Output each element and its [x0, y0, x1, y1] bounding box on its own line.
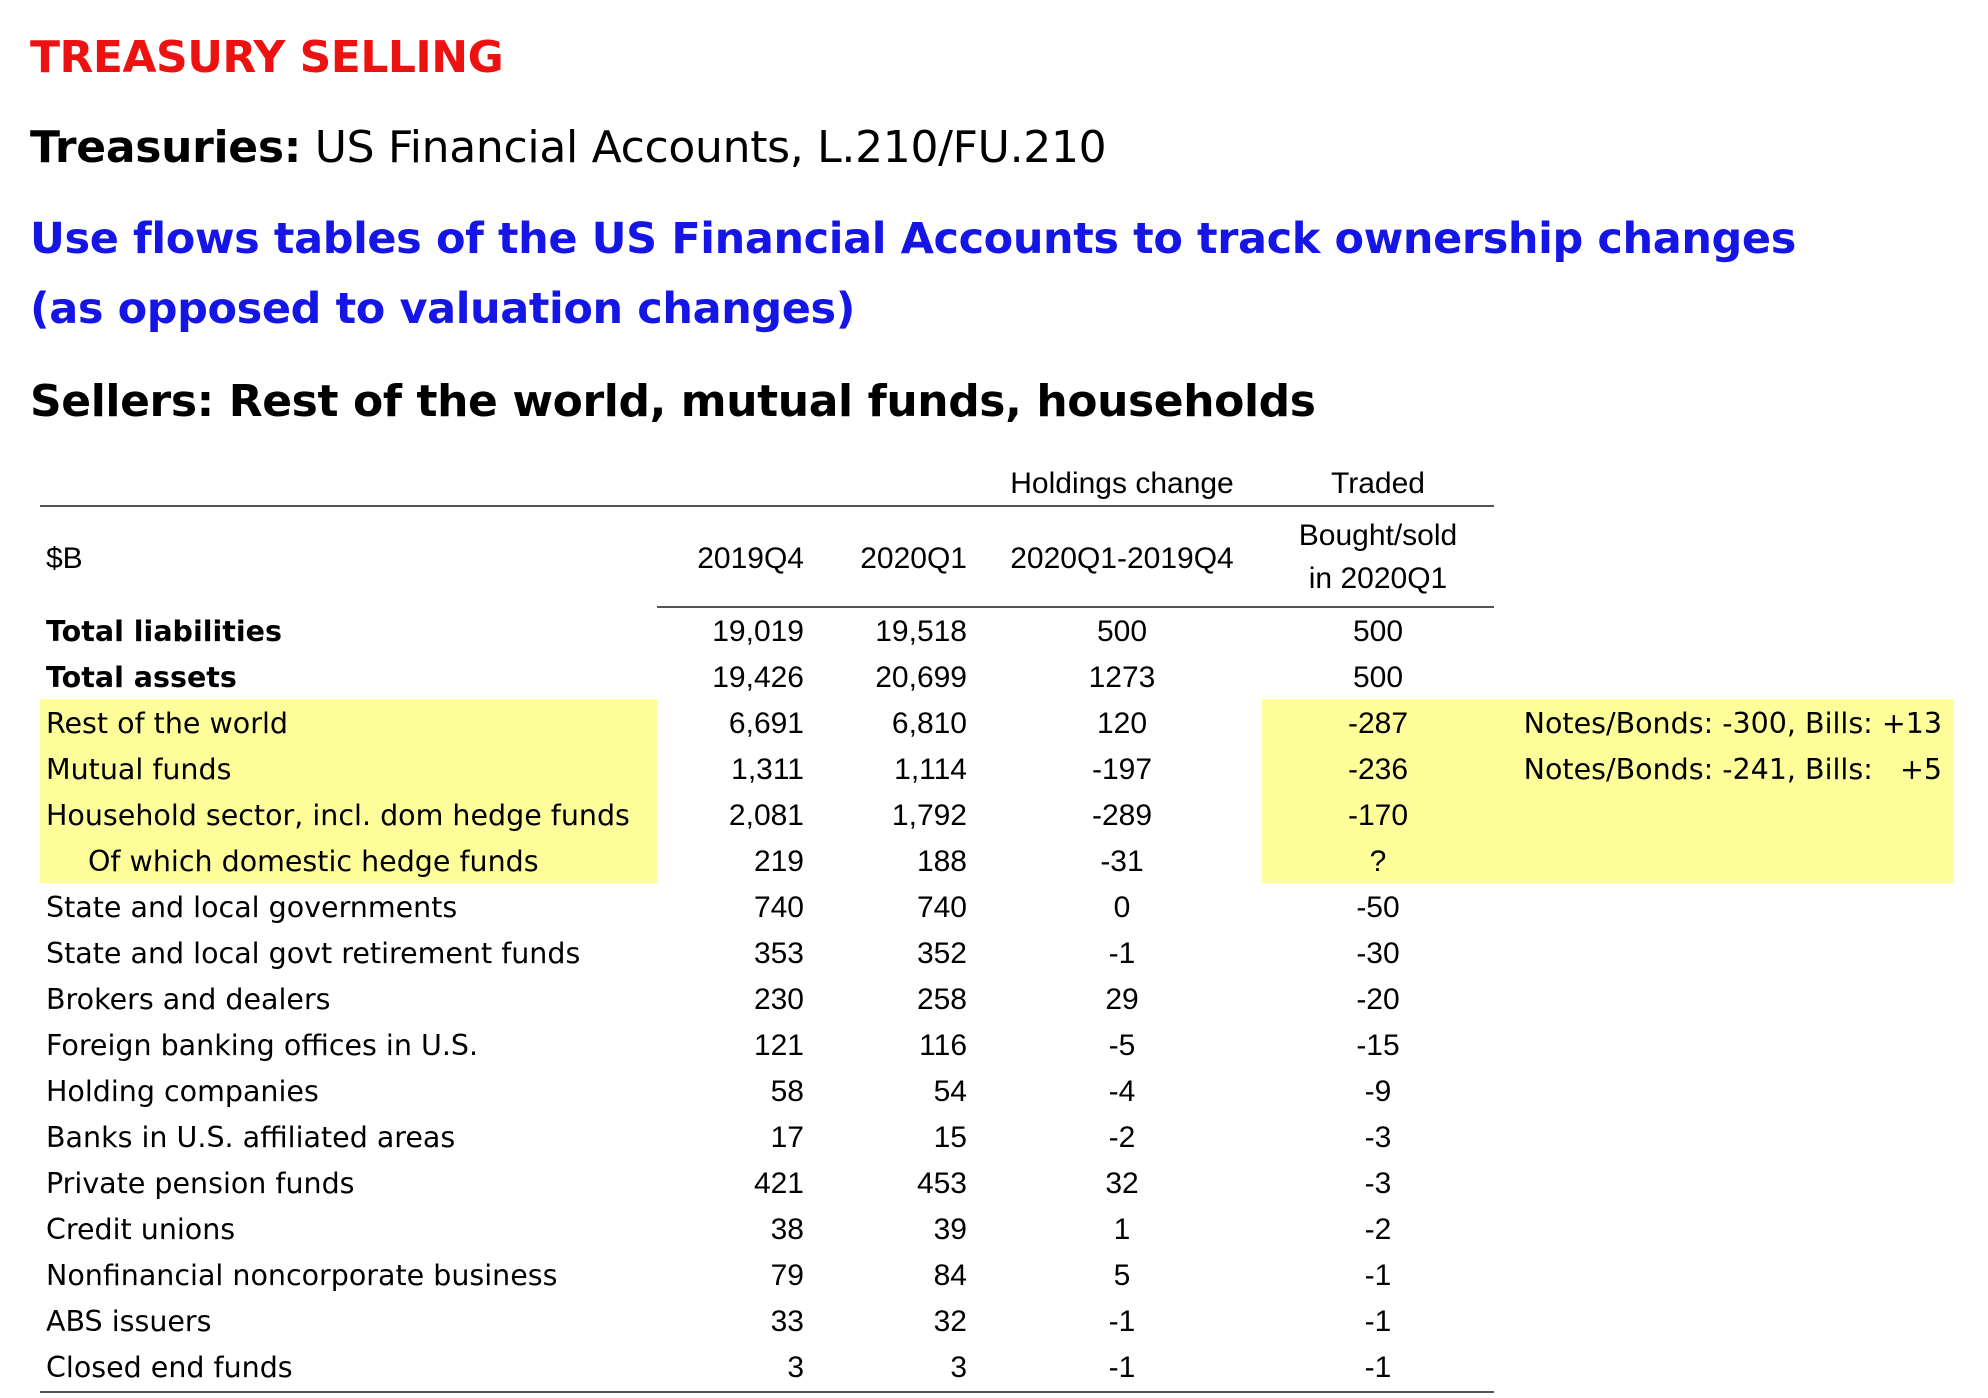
row-2019q4: 230 — [753, 983, 804, 1016]
row-change: 500 — [1096, 615, 1148, 648]
row-2019q4: 58 — [770, 1075, 804, 1108]
row-2019q4: 1,311 — [731, 753, 804, 786]
row-2020q1: 32 — [933, 1305, 967, 1338]
row-label: Nonfinancial noncorporate business — [46, 1259, 558, 1292]
row-trade-note: Notes/Bonds: -300, Bills: +13 — [1523, 707, 1942, 740]
row-2019q4: 19,019 — [712, 615, 804, 648]
row-change: -1 — [1108, 1305, 1136, 1338]
row-traded: -2 — [1364, 1213, 1392, 1246]
row-traded: -1 — [1364, 1259, 1392, 1292]
row-2020q1: 20,699 — [875, 661, 967, 694]
header-2019q4: 2019Q4 — [697, 542, 804, 575]
row-traded: 500 — [1352, 615, 1404, 648]
row-2019q4: 19,426 — [712, 661, 804, 694]
row-change: 120 — [1096, 707, 1148, 740]
row-change: 0 — [1113, 891, 1131, 924]
row-label: Brokers and dealers — [46, 983, 331, 1016]
note-line-2: (as opposed to valuation changes) — [30, 284, 856, 334]
row-change: -4 — [1108, 1075, 1136, 1108]
row-2019q4: 3 — [787, 1351, 804, 1384]
row-label: Household sector, incl. dom hedge funds — [46, 799, 630, 832]
row-traded: 500 — [1352, 661, 1404, 694]
row-change: 1273 — [1088, 661, 1156, 694]
row-label: Credit unions — [46, 1213, 236, 1246]
subtitle-bold: Treasuries: — [30, 122, 302, 173]
row-label: State and local govt retirement funds — [46, 937, 581, 970]
row-label: Total liabilities — [46, 615, 282, 648]
row-2020q1: 116 — [919, 1029, 967, 1062]
row-label: Rest of the world — [46, 707, 288, 740]
row-change: -1 — [1108, 937, 1136, 970]
row-2019q4: 38 — [770, 1213, 804, 1246]
row-traded: -3 — [1364, 1167, 1392, 1200]
row-change: -31 — [1100, 845, 1144, 878]
row-change: 5 — [1113, 1259, 1131, 1292]
row-2019q4: 421 — [753, 1167, 804, 1200]
row-2020q1: 258 — [916, 983, 967, 1016]
table-top-rule — [40, 505, 1494, 507]
row-traded: -20 — [1356, 983, 1400, 1016]
row-2020q1: 84 — [933, 1259, 967, 1292]
row-traded: -9 — [1364, 1075, 1392, 1108]
row-2019q4: 6,691 — [728, 707, 804, 740]
row-2020q1: 54 — [933, 1075, 967, 1108]
header-2020q1: 2020Q1 — [860, 542, 967, 575]
note-line-1: Use flows tables of the US Financial Accounts to track ownership changes — [30, 214, 1796, 264]
row-2019q4: 79 — [770, 1259, 804, 1292]
row-change: 1 — [1113, 1213, 1131, 1246]
row-2020q1: 6,810 — [891, 707, 967, 740]
row-2020q1: 3 — [950, 1351, 967, 1384]
row-2019q4: 740 — [753, 891, 804, 924]
row-2020q1: 453 — [916, 1167, 967, 1200]
row-2019q4: 33 — [770, 1305, 804, 1338]
row-2020q1: 1,114 — [894, 753, 967, 786]
sellers-line: Sellers: Rest of the world, mutual funds, households — [30, 376, 1316, 427]
row-label: Foreign banking offices in U.S. — [46, 1029, 479, 1062]
row-label: Mutual funds — [46, 753, 232, 786]
row-label: ABS issuers — [46, 1305, 212, 1338]
row-2020q1: 1,792 — [891, 799, 967, 832]
row-traded: -1 — [1364, 1351, 1392, 1384]
row-traded: -50 — [1356, 891, 1400, 924]
row-traded: -15 — [1356, 1029, 1400, 1062]
table-bottom-rule — [40, 1391, 1494, 1393]
row-label: Banks in U.S. affiliated areas — [46, 1121, 456, 1154]
row-2020q1: 19,518 — [875, 615, 967, 648]
row-traded: -30 — [1356, 937, 1400, 970]
row-change: -289 — [1091, 799, 1153, 832]
row-2020q1: 352 — [916, 937, 967, 970]
row-2019q4: 353 — [753, 937, 804, 970]
row-change: 32 — [1105, 1167, 1139, 1200]
group-header-traded: Traded — [1331, 467, 1425, 500]
header-change: 2020Q1-2019Q4 — [1010, 542, 1234, 575]
row-label: Closed end funds — [46, 1351, 293, 1384]
row-2019q4: 121 — [753, 1029, 804, 1062]
row-2019q4: 2,081 — [728, 799, 804, 832]
header-traded-line1: Bought/sold — [1298, 519, 1458, 552]
subtitle-rest: US Financial Accounts, L.210/FU.210 — [301, 122, 1107, 173]
row-traded: -1 — [1364, 1305, 1392, 1338]
row-2020q1: 740 — [916, 891, 967, 924]
row-label: Total assets — [46, 661, 237, 694]
row-label: Of which domestic hedge funds — [88, 845, 539, 878]
row-traded: ? — [1369, 845, 1387, 878]
group-header-holdings: Holdings change — [1010, 467, 1234, 500]
row-change: 29 — [1105, 983, 1139, 1016]
row-label: Holding companies — [46, 1075, 319, 1108]
row-traded: -236 — [1347, 753, 1409, 786]
row-change: -5 — [1108, 1029, 1136, 1062]
row-change: -1 — [1108, 1351, 1136, 1384]
row-2020q1: 39 — [933, 1213, 967, 1246]
section-title: TREASURY SELLING — [30, 32, 504, 83]
row-2020q1: 15 — [933, 1121, 967, 1154]
row-2020q1: 188 — [916, 845, 967, 878]
row-change: -2 — [1108, 1121, 1136, 1154]
row-trade-note: Notes/Bonds: -241, Bills: +5 — [1523, 753, 1942, 786]
subtitle — [30, 122, 1106, 173]
row-traded: -170 — [1347, 799, 1409, 832]
row-2019q4: 219 — [753, 845, 804, 878]
header-bottom-rule — [657, 606, 1494, 608]
row-label: State and local governments — [46, 891, 458, 924]
row-label: Private pension funds — [46, 1167, 355, 1200]
row-traded: -3 — [1364, 1121, 1392, 1154]
row-2019q4: 17 — [770, 1121, 804, 1154]
row-traded: -287 — [1347, 707, 1409, 740]
header-traded-line2: in 2020Q1 — [1308, 562, 1448, 595]
row-change: -197 — [1091, 753, 1153, 786]
header-unit: $B — [46, 542, 83, 575]
